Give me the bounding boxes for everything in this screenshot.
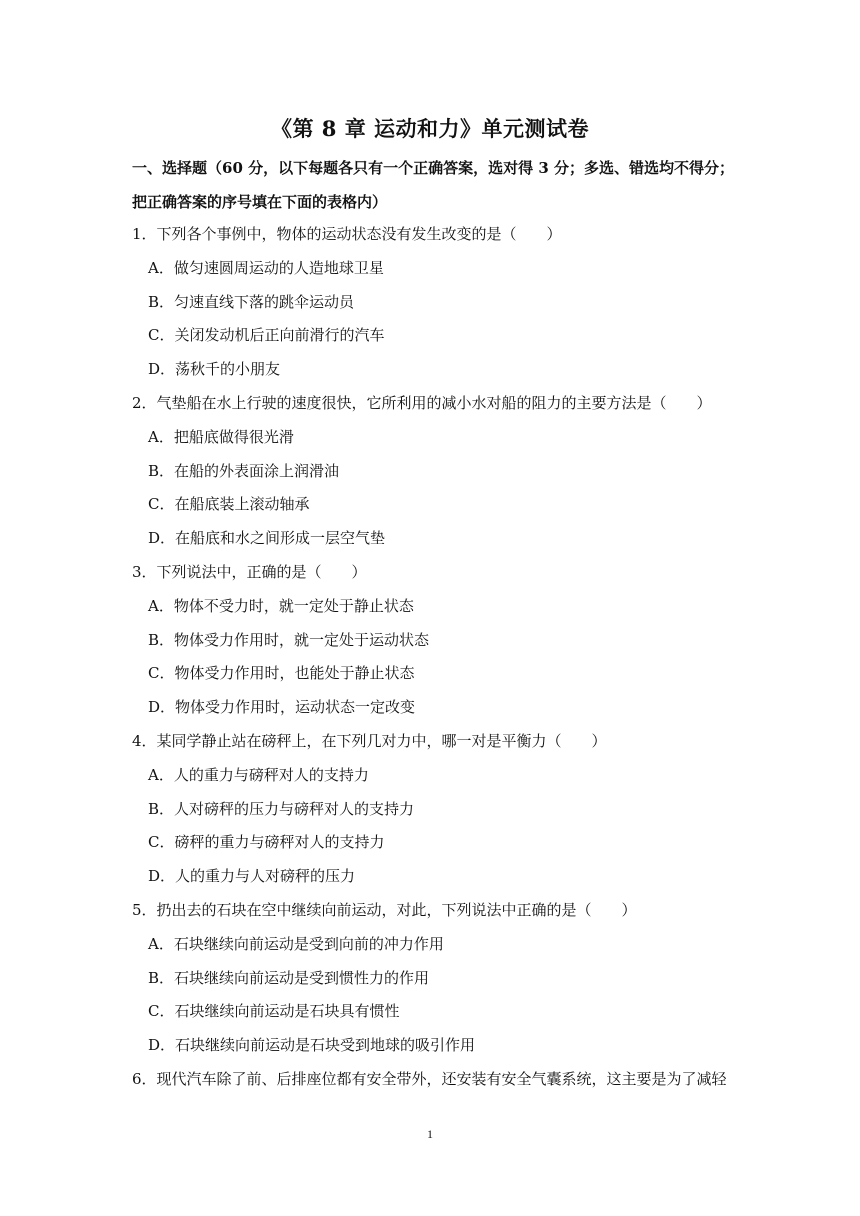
question-4-option-d: D．人的重力与人对磅秤的压力 bbox=[148, 867, 356, 885]
question-5-option-c: C．石块继续向前运动是石块具有惯性 bbox=[148, 1002, 400, 1020]
page-title: 《第 8 章 运动和力》单元测试卷 bbox=[270, 116, 590, 141]
question-4-option-b: B．人对磅秤的压力与磅秤对人的支持力 bbox=[148, 800, 415, 818]
question-4-option-c: C．磅秤的重力与磅秤对人的支持力 bbox=[148, 833, 385, 851]
question-2-stem: 2．气垫船在水上行驶的速度很快，它所利用的减小水对船的阻力的主要方法是（ ） bbox=[132, 394, 712, 412]
question-1-option-b: B．匀速直线下落的跳伞运动员 bbox=[148, 293, 355, 311]
question-2-option-d: D．在船底和水之间形成一层空气垫 bbox=[148, 529, 386, 547]
question-3-option-a: A．物体不受力时，就一定处于静止状态 bbox=[148, 597, 414, 615]
page-number: 1 bbox=[427, 1127, 433, 1141]
question-1-option-c: C．关闭发动机后正向前滑行的汽车 bbox=[148, 326, 385, 344]
question-3-stem: 3．下列说法中，正确的是（ ） bbox=[132, 563, 367, 581]
question-2-option-b: B．在船的外表面涂上润滑油 bbox=[148, 462, 340, 480]
question-4-stem: 4．某同学静止站在磅秤上，在下列几对力中，哪一对是平衡力（ ） bbox=[132, 732, 607, 750]
question-3-option-c: C．物体受力作用时，也能处于静止状态 bbox=[148, 664, 415, 682]
question-5-option-d: D．石块继续向前运动是石块受到地球的吸引作用 bbox=[148, 1036, 476, 1054]
question-2-option-a: A．把船底做得很光滑 bbox=[148, 428, 294, 446]
question-4-option-a: A．人的重力与磅秤对人的支持力 bbox=[148, 766, 369, 784]
question-5-option-b: B．石块继续向前运动是受到惯性力的作用 bbox=[148, 969, 430, 987]
question-3-option-b: B．物体受力作用时，就一定处于运动状态 bbox=[148, 631, 430, 649]
question-5-stem: 5．扔出去的石块在空中继续向前运动，对此，下列说法中正确的是（ ） bbox=[132, 901, 637, 919]
section-heading-line-2: 把正确答案的序号填在下面的表格内） bbox=[132, 193, 388, 211]
question-1-option-d: D．荡秋千的小朋友 bbox=[148, 360, 281, 378]
question-5-option-a: A．石块继续向前运动是受到向前的冲力作用 bbox=[148, 935, 444, 953]
question-3-option-d: D．物体受力作用时，运动状态一定改变 bbox=[148, 698, 416, 716]
question-2-option-c: C．在船底装上滚动轴承 bbox=[148, 495, 310, 513]
section-heading-line-1: 一、选择题（60 分，以下每题各只有一个正确答案，选对得 3 分；多选、错选均不得分； bbox=[132, 159, 734, 177]
question-1-stem: 1．下列各个事例中，物体的运动状态没有发生改变的是（ ） bbox=[132, 225, 562, 243]
question-1-option-a: A．做匀速圆周运动的人造地球卫星 bbox=[148, 259, 384, 277]
question-6-stem: 6．现代汽车除了前、后排座位都有安全带外，还安装有安全气囊系统，这主要是为了减轻 bbox=[132, 1070, 727, 1088]
